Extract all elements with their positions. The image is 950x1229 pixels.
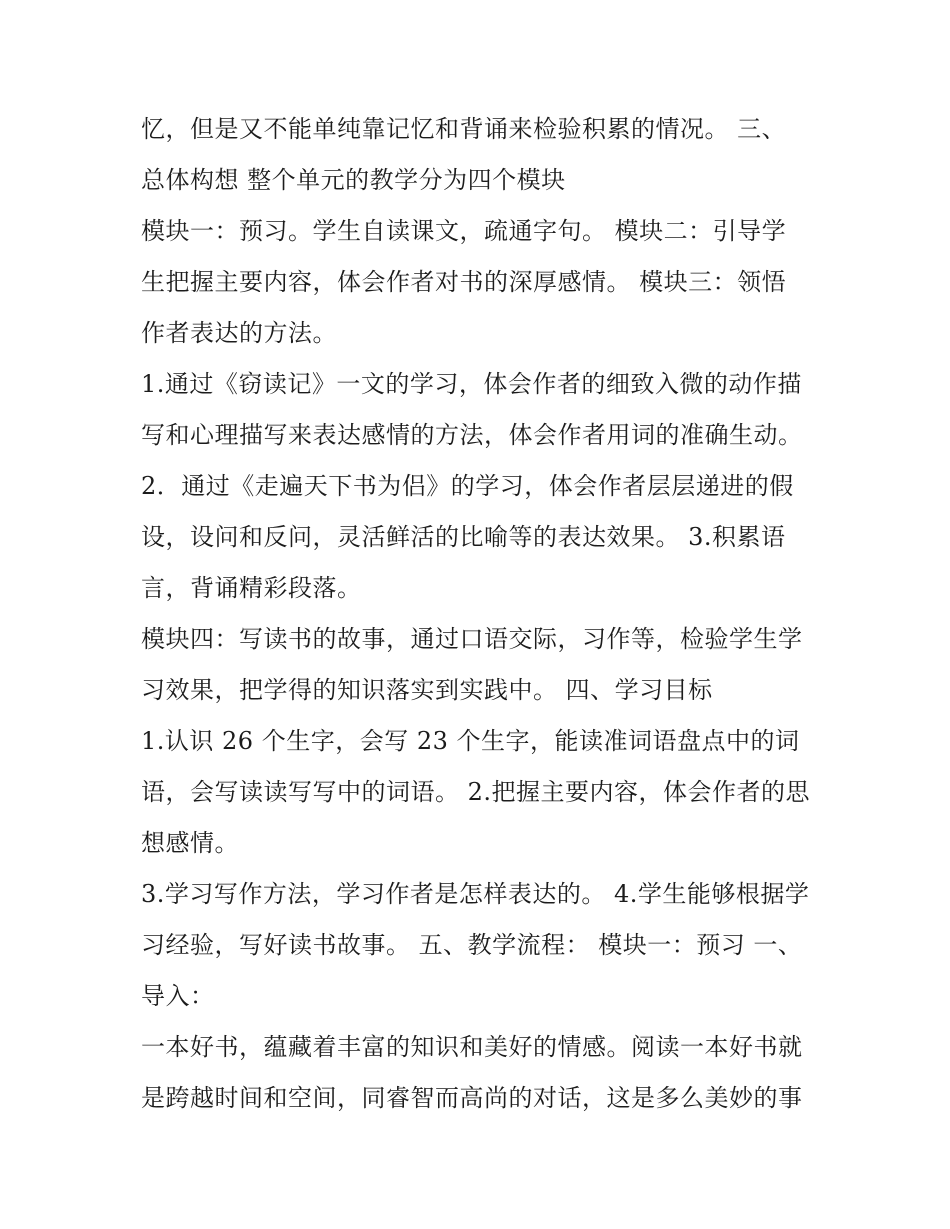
text-line: 忆，但是又不能单纯靠记忆和背诵来检验积累的情况。 三、 [141, 115, 787, 143]
text-line: 生把握主要内容，体会作者对书的深厚感情。 模块三：领悟 [141, 268, 787, 296]
text-line: 设，设问和反问，灵活鲜活的比喻等的表达效果。 3.积累语 [141, 523, 786, 551]
text-line: 2．通过《走遍天下书为侣》的学习，体会作者层层递进的假 [141, 472, 794, 500]
text-line: 模块四：写读书的故事，通过口语交际，习作等，检验学生学 [141, 625, 803, 653]
text-line: 总体构想 整个单元的教学分为四个模块 [141, 166, 566, 194]
text-line: 1.认识 26 个生字，会写 23 个生字，能读准词语盘点中的词 [141, 727, 800, 755]
document-body [141, 104, 821, 1124]
text-line: 言，背诵精彩段落。 [141, 574, 362, 602]
text-line: 习经验，写好读书故事。 五、教学流程： 模块一：预习 一、 [141, 931, 803, 959]
text-line: 3.学习写作方法，学习作者是怎样表达的。 4.学生能够根据学 [141, 880, 810, 908]
text-line: 写和心理描写来表达感情的方法，体会作者用词的准确生动。 [141, 421, 803, 449]
text-line: 想感情。 [141, 829, 239, 857]
text-line: 导入： [141, 982, 215, 1010]
text-line: 模块一：预习。学生自读课文，疏通字句。 模块二：引导学 [141, 217, 787, 245]
text-line: 一本好书，蕴藏着丰富的知识和美好的情感。阅读一本好书就 [141, 1033, 803, 1061]
text-line: 是跨越时间和空间，同睿智而高尚的对话，这是多么美妙的事 [141, 1084, 803, 1112]
text-line: 作者表达的方法。 [141, 319, 337, 347]
text-line: 习效果，把学得的知识落实到实践中。 四、学习目标 [141, 676, 713, 704]
text-line: 1.通过《窃读记》一文的学习，体会作者的细致入微的动作描 [141, 370, 802, 398]
text-line: 语，会写读读写写中的词语。 2.把握主要内容，体会作者的思 [141, 778, 811, 806]
